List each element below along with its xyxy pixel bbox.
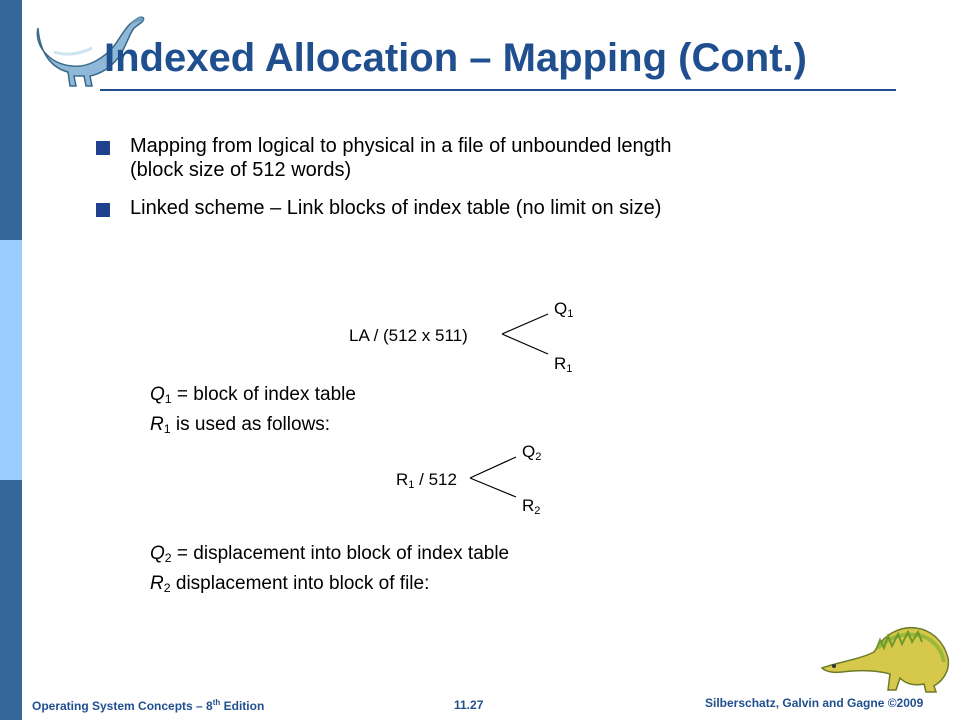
diagram-1-remainder: $R_1$ <box>554 354 573 375</box>
r2-definition: $R_2$ displacement into block of file: <box>150 573 430 595</box>
bullet-2-text: Linked scheme – Link blocks of index table (no limit on size) <box>130 197 662 219</box>
bullet-1-line-2: (block size of 512 words) <box>130 159 352 181</box>
diagram-2-remainder: $R_2$ <box>522 496 541 517</box>
footer-slide-number: 11.27 <box>454 698 484 712</box>
r1-definition: $R_1$ is used as follows: <box>150 414 331 436</box>
diagram-2-dividend: $R_1 / 512$ <box>396 470 457 491</box>
slide-title: Indexed Allocation – Mapping (Cont.) <box>104 36 807 80</box>
diagram-1-quotient: $Q_1$ <box>554 299 574 320</box>
diagram-1-dividend: LA / (512 x 511) <box>349 326 468 345</box>
dinosaur-logo-bottom-icon <box>818 604 954 694</box>
footer-book-title: Operating System Concepts – 8th Edition <box>32 698 265 713</box>
diagram-2-quotient: $Q_2$ <box>522 442 542 463</box>
footer-authors: Silberschatz, Galvin and Gagne ©2009 <box>705 696 924 710</box>
q1-definition: $Q_1$ = block of index table <box>150 384 356 406</box>
q2-definition: $Q_2$ = displacement into block of index table <box>150 543 510 565</box>
bullet-1-line-1: Mapping from logical to physical in a file of unbounded length <box>130 135 672 157</box>
